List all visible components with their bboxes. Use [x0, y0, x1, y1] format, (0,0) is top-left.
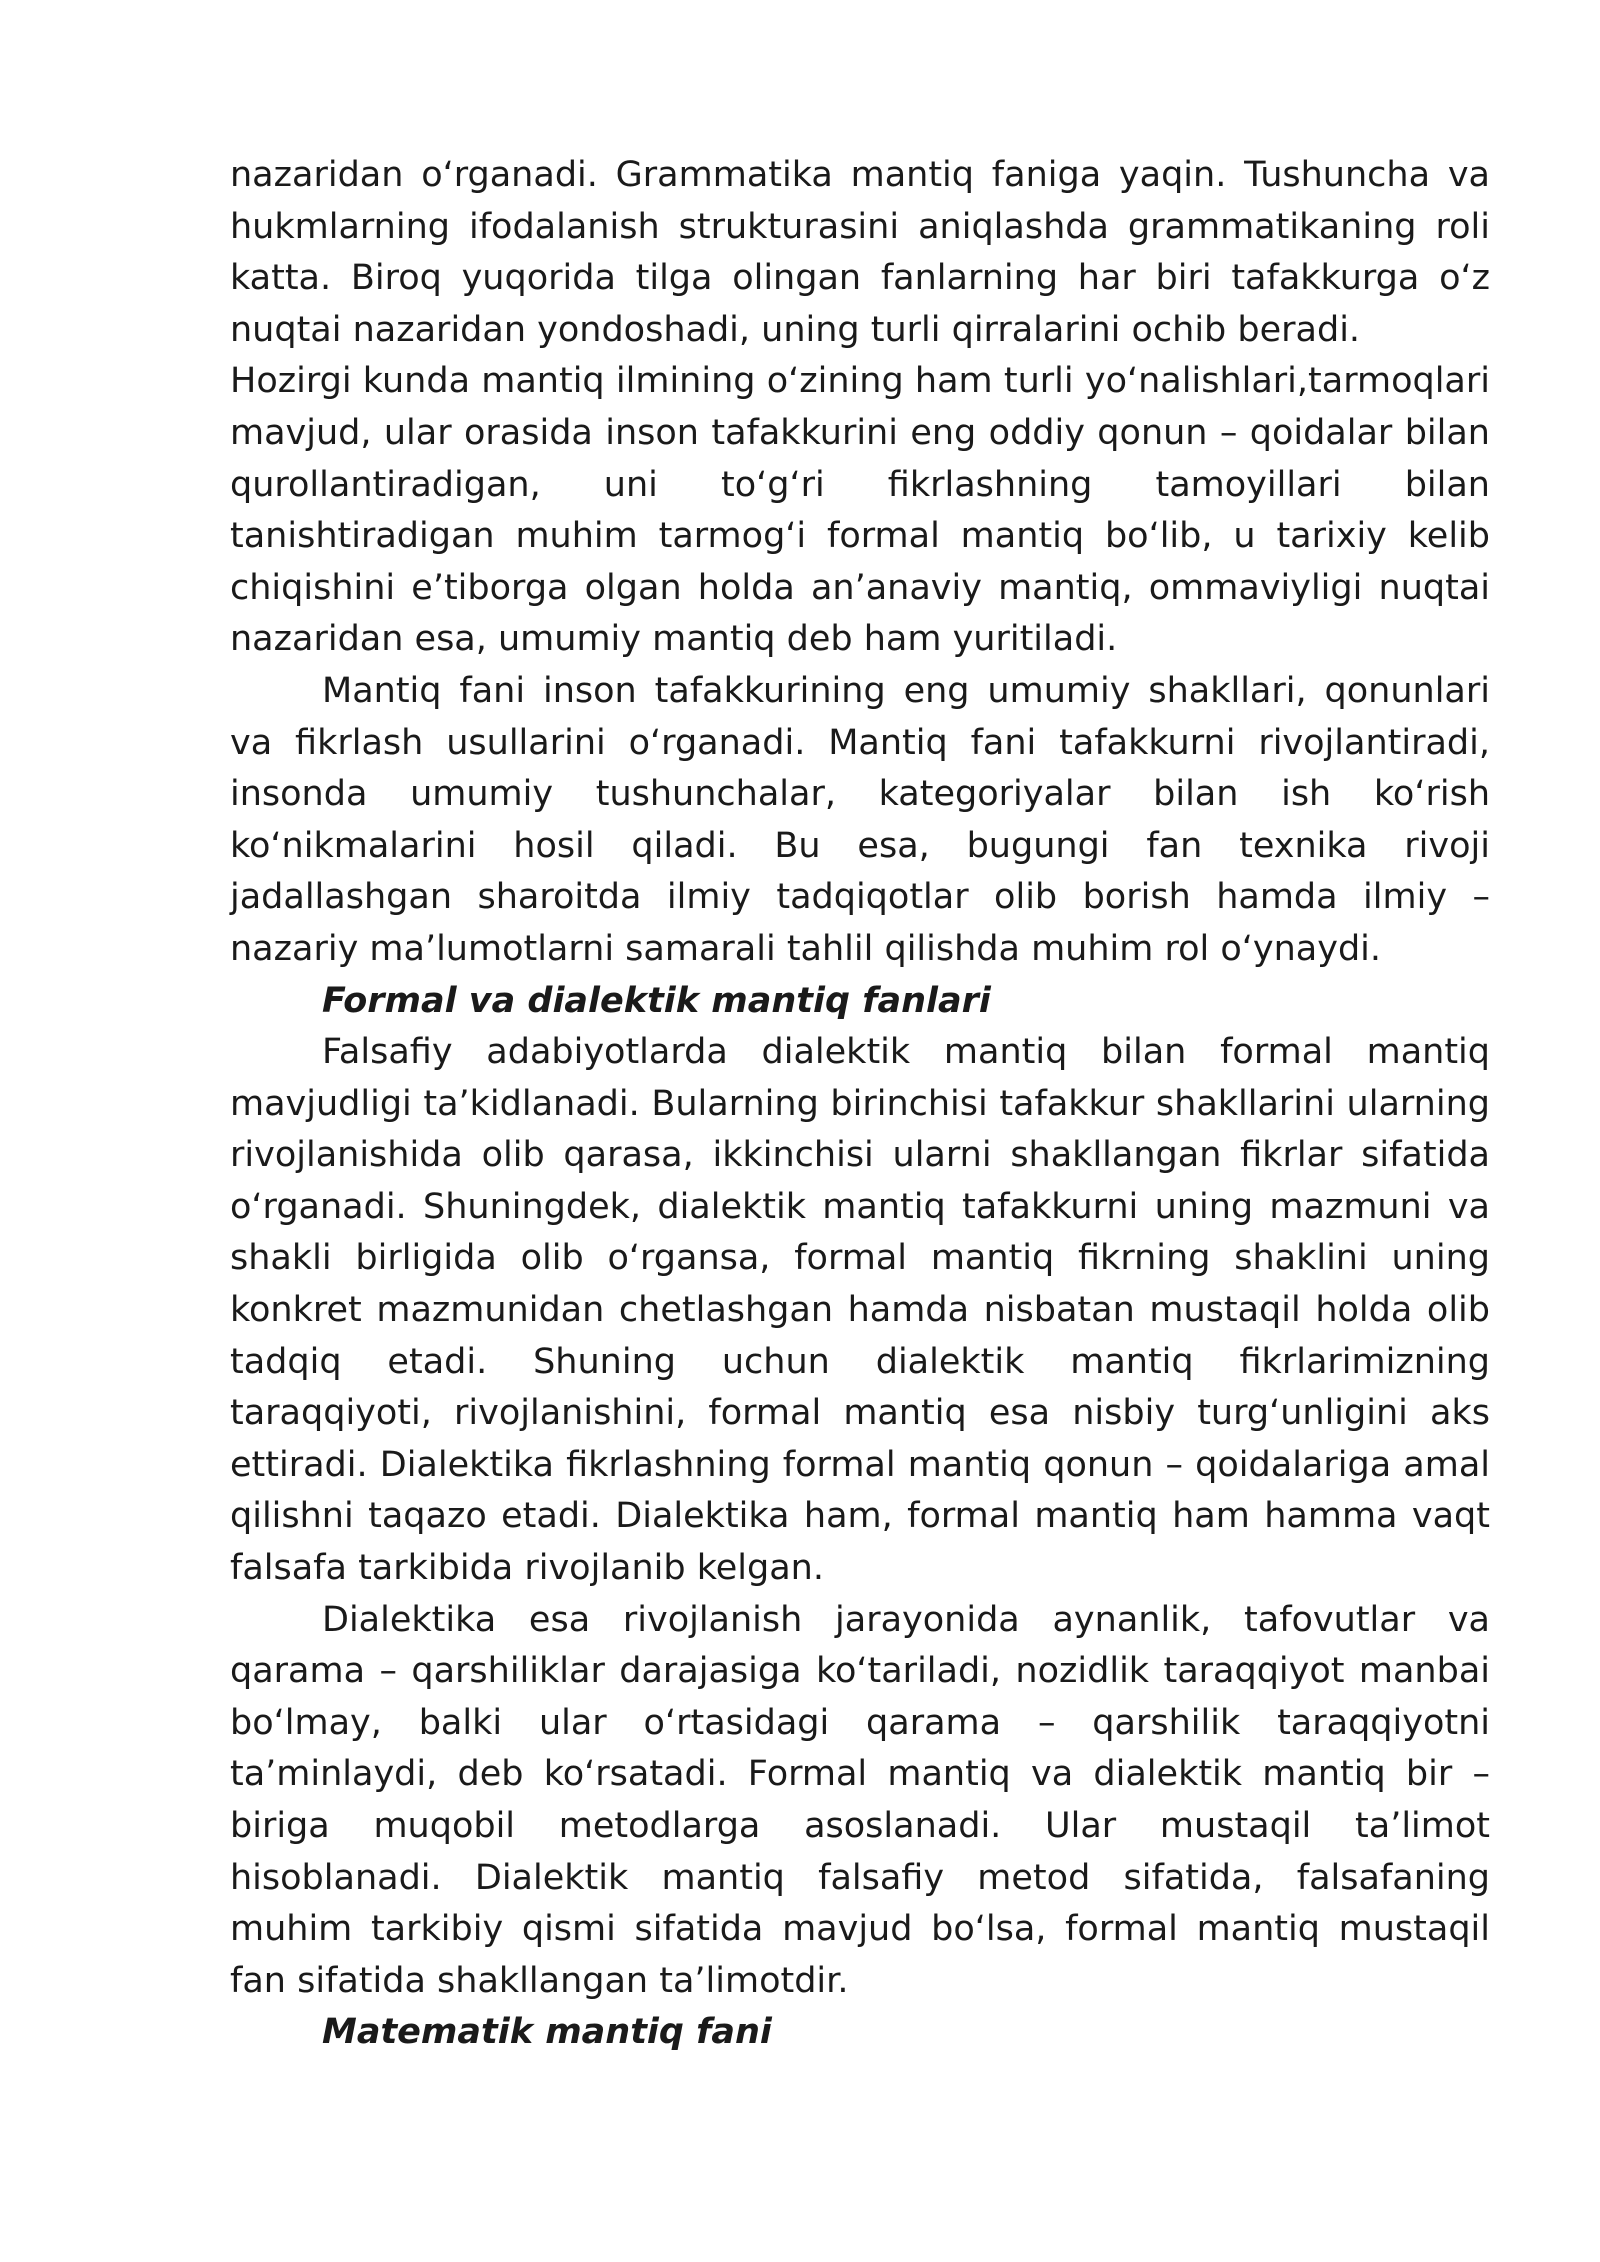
paragraph-continued: nazaridan o‘rganadi. Grammatika mantiq faniga yaqin. Tushuncha va hukmlarning ifodalanish strukturasini aniqlashda grammatikaning roli katta. Biroq yuqorida tilga olingan fanlarning har biri tafakkurga o‘z nuqtai nazaridan yondoshadi, uning turli qirralarini ochib beradi.	[230, 155, 1490, 350]
paragraph-mantiq-fani: Mantiq fani inson tafakkurining eng umumiy shakllari, qonunlari va fikrlash usullarini o‘rganadi. Mantiq fani tafakkurni rivojlantiradi, insonda umumiy tushunchalar, kategoriyalar bilan ish ko‘rish ko‘nikmalarini hosil qiladi. Bu esa, bugungi fan texnika rivoji jadallashgan sharoitda ilmiy tadqiqotlar olib borish hamda ilmiy – nazariy ma’lumotlarni samarali tahlil qilishda muhim rol o‘ynaydi.	[230, 670, 1490, 969]
section-heading-formal-dialektik: Formal va dialektik mantiq fanlari	[322, 980, 991, 1021]
section-heading-matematik: Matematik mantiq fani	[322, 2012, 772, 2053]
document-page	[230, 150, 1490, 2059]
paragraph-falsafiy: Falsafiy adabiyotlarda dialektik mantiq bilan formal mantiq mavjudligi ta’kidlanadi. Bularning birinchisi tafakkur shakllarini ularning rivojlanishida olib qarasa, ikkinchisi ularni shakllangan fikrlar sifatida o‘rganadi. Shuningdek, dialektik mantiq tafakkurni uning mazmuni va shakli birligida olib o‘rgansa, formal mantiq fikrning shaklini uning konkret mazmunidan chetlashgan hamda nisbatan mustaqil holda olib tadqiq etadi. Shuning uchun dialektik mantiq fikrlarimizning taraqqiyoti, rivojlanishini, formal mantiq esa nisbiy turg‘unligini aks ettiradi. Dialektika fikrlashning formal mantiq qonun – qoidalariga amal qilishni taqazo etadi. Dialektika ham, formal mantiq ham hamma vaqt falsafa tarkibida rivojlanib kelgan.	[230, 1032, 1490, 1589]
paragraph-mantiq-branches: Hozirgi kunda mantiq ilmining o‘zining ham turli yo‘nalishlari,tarmoqlari mavjud, ular orasida inson tafakkurini eng oddiy qonun – qoidalar bilan qurollantiradigan, uni to‘g‘ri fikrlashning tamoyillari bilan tanishtiradigan muhim tarmog‘i formal mantiq bo‘lib, u tarixiy kelib chiqishini e’tiborga olgan holda an’anaviy mantiq, ommaviyligi nuqtai nazaridan esa, umumiy mantiq deb ham yuritiladi.	[230, 361, 1490, 660]
paragraph-dialektika: Dialektika esa rivojlanish jarayonida aynanlik, tafovutlar va qarama – qarshiliklar darajasiga ko‘tariladi, nozidlik taraqqiyot manbai bo‘lmay, balki ular o‘rtasidagi qarama – qarshilik taraqqiyotni ta’minlaydi, deb ko‘rsatadi. Formal mantiq va dialektik mantiq bir – biriga muqobil metodlarga asoslanadi. Ular mustaqil ta’limot hisoblanadi. Dialektik mantiq falsafiy metod sifatida, falsafaning muhim tarkibiy qismi sifatida mavjud bo‘lsa, formal mantiq mustaqil fan sifatida shakllangan ta’limotdir.	[230, 1599, 1490, 2001]
